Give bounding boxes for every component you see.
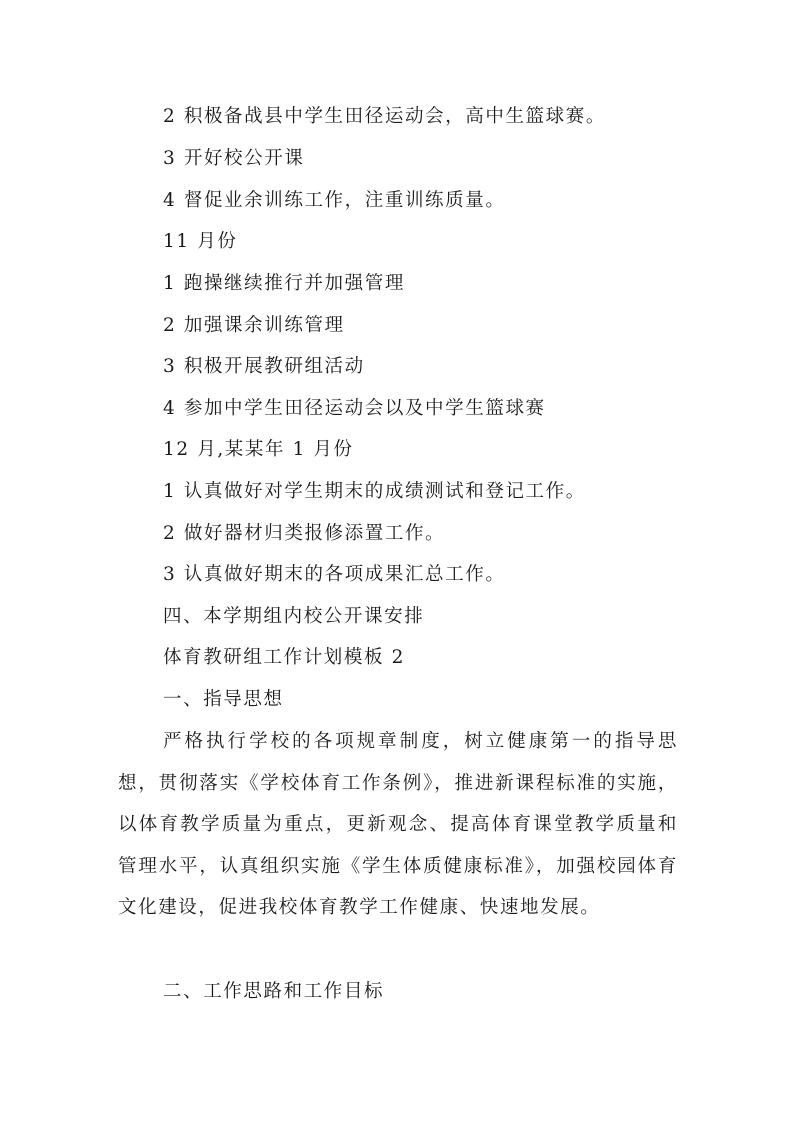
- text-line: 3 开好校公开课: [163, 148, 305, 169]
- text-line: 1 认真做好对学生期末的成绩测试和登记工作。: [163, 481, 586, 502]
- document-title: 体育教研组工作计划模板 2: [163, 647, 405, 668]
- text-line: 4 参加中学生田径运动会以及中学生篮球赛: [163, 398, 546, 419]
- section-heading: 二、工作思路和工作目标: [163, 981, 385, 1002]
- text-line: 4 督促业余训练工作，注重训练质量。: [163, 190, 506, 211]
- text-line: 2 积极备战县中学生田径运动会，高中生篮球赛。: [163, 106, 606, 127]
- text-line: 2 做好器材归类报修添置工作。: [163, 523, 446, 544]
- section-heading: 一、指导思想: [163, 689, 284, 710]
- text-line: 3 认真做好期末的各项成果汇总工作。: [163, 564, 506, 585]
- section-heading: 11 月份: [163, 231, 238, 252]
- text-line: 2 加强课余训练管理: [163, 315, 345, 336]
- section-heading: 12 月,某某年 1 月份: [163, 439, 354, 460]
- text-line: 3 积极开展教研组活动: [163, 356, 365, 377]
- text-line: 1 跑操继续推行并加强管理: [163, 273, 405, 294]
- body-paragraph: 严格执行学校的各项规章制度，树立健康第一的指导思想，贯彻落实《学校体育工作条例》，推进新课程标准的实施，以体育教学质量为重点，更新观念、提高体育课堂教学质量和管理水平，认真组织实施《学生体质健康标准》，加强校园体育文化建设，促进我校体育教学工作健康、快速地发展。: [118, 731, 678, 919]
- section-heading: 四、本学期组内校公开课安排: [163, 606, 425, 627]
